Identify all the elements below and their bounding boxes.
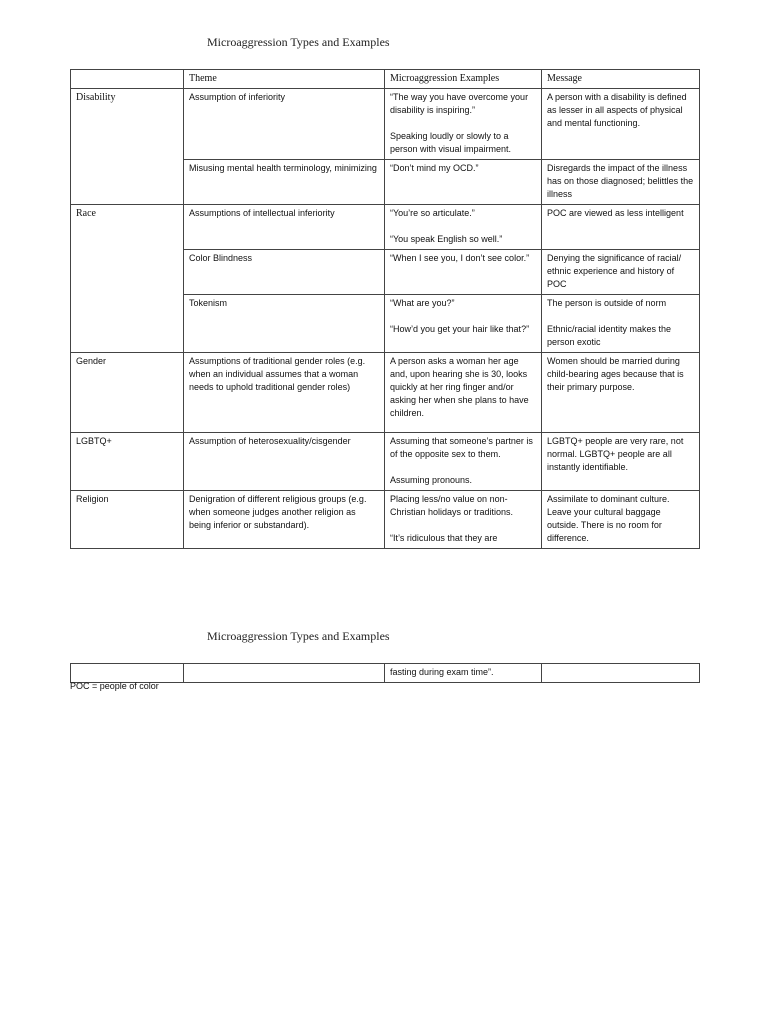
message-cell: LGBTQ+ people are very rare, not normal. LGBTQ+ people are all instantly identifiable. xyxy=(542,433,700,491)
message-cell xyxy=(542,295,700,353)
table-row xyxy=(71,664,700,683)
table-row xyxy=(71,491,700,549)
message-cell: Assimilate to dominant culture. Leave your cultural baggage outside. There is no room for difference. xyxy=(542,491,700,549)
theme-cell xyxy=(184,664,385,683)
category-religion: Religion xyxy=(71,491,184,549)
theme-cell: Assumptions of intellectual inferiority xyxy=(184,205,385,250)
example-cell xyxy=(385,205,542,250)
message-text: Ethnic/racial identity makes the person exotic xyxy=(547,324,672,347)
example-cell: A person asks a woman her age and, upon hearing she is 30, looks quickly at her ring finger and/or asking her when she plans to have children. xyxy=(385,353,542,433)
header-message: Message xyxy=(542,70,700,89)
message-cell: Women should be married during child-bearing ages because that is their primary purpose. xyxy=(542,353,700,433)
microaggression-table xyxy=(70,69,700,549)
example-text: Placing less/no value on non-Christian holidays or traditions. xyxy=(390,494,514,517)
example-cell xyxy=(385,491,542,549)
footnote: POC = people of color xyxy=(70,681,159,691)
example-cell: fasting during exam time”. xyxy=(385,664,542,683)
message-cell: Denying the significance of racial/ ethnic experience and history of POC xyxy=(542,250,700,295)
table-row xyxy=(71,89,700,160)
theme-cell: Color Blindness xyxy=(184,250,385,295)
category-cell xyxy=(71,664,184,683)
category-race: Race xyxy=(71,205,184,353)
message-cell: Disregards the impact of the illness has on those diagnosed; belittles the illness xyxy=(542,160,700,205)
example-cell xyxy=(385,89,542,160)
example-text: “It’s ridiculous that they are xyxy=(390,533,498,543)
category-lgbtq: LGBTQ+ xyxy=(71,433,184,491)
category-gender: Gender xyxy=(71,353,184,433)
category-disability: Disability xyxy=(71,89,184,205)
table-row xyxy=(71,353,700,433)
message-cell: A person with a disability is defined as lesser in all aspects of physical and mental functioning. xyxy=(542,89,700,160)
theme-cell: Misusing mental health terminology, minimizing xyxy=(184,160,385,205)
example-text: “You’re so articulate.” xyxy=(390,208,475,218)
theme-cell: Tokenism xyxy=(184,295,385,353)
example-text: “You speak English so well.” xyxy=(390,234,503,244)
example-text: “The way you have overcome your disability is inspiring.” xyxy=(390,92,529,115)
example-cell xyxy=(385,433,542,491)
table-row xyxy=(71,205,700,250)
header-theme: Theme xyxy=(184,70,385,89)
example-cell: “When I see you, I don’t see color.” xyxy=(385,250,542,295)
example-cell: “Don’t mind my OCD.” xyxy=(385,160,542,205)
theme-cell: Assumption of inferiority xyxy=(184,89,385,160)
table-row xyxy=(71,433,700,491)
example-text: “What are you?” xyxy=(390,298,455,308)
header-category xyxy=(71,70,184,89)
table-header-row xyxy=(71,70,700,89)
theme-cell: Denigration of different religious groups (e.g. when someone judges another religion as being inferior or substandard). xyxy=(184,491,385,549)
theme-cell: Assumptions of traditional gender roles (e.g. when an individual assumes that a woman needs to uphold traditional gender roles) xyxy=(184,353,385,433)
example-text: “How’d you get your hair like that?” xyxy=(390,324,530,334)
page-title: Microaggression Types and Examples xyxy=(207,35,390,49)
page-title: Microaggression Types and Examples xyxy=(207,629,390,643)
example-text: Speaking loudly or slowly to a person with visual impairment. xyxy=(390,131,512,154)
example-text: Assuming pronouns. xyxy=(390,475,473,485)
microaggression-table-continued xyxy=(70,663,700,683)
example-cell xyxy=(385,295,542,353)
theme-cell: Assumption of heterosexuality/cisgender xyxy=(184,433,385,491)
example-text: Assuming that someone’s partner is of the opposite sex to them. xyxy=(390,436,533,459)
message-cell xyxy=(542,664,700,683)
message-cell: POC are viewed as less intelligent xyxy=(542,205,700,250)
message-text: The person is outside of norm xyxy=(547,298,667,308)
header-examples: Microaggression Examples xyxy=(385,70,542,89)
